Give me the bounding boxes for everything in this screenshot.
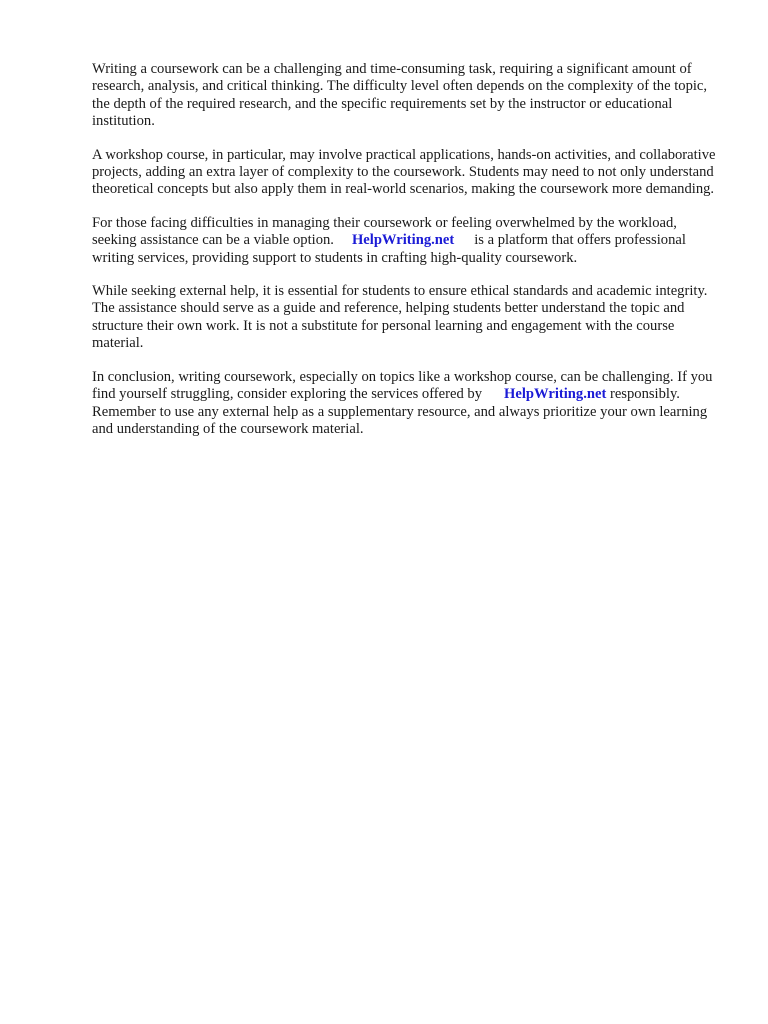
helpwriting-link-2[interactable]: HelpWriting.net bbox=[504, 386, 607, 403]
document-body bbox=[92, 61, 722, 454]
paragraph-assistance-text-2: is a platform that offers professional writing services, providing support to students in crafting high-quality coursework. bbox=[92, 232, 686, 266]
paragraph-conclusion bbox=[92, 369, 722, 439]
paragraph-conclusion-text-2: responsibly. Remember to use any external help as a supplementary resource, and always prioritize your own learning and understanding of the coursework material. bbox=[92, 386, 708, 437]
paragraph-intro: Writing a coursework can be a challenging and time-consuming task, requiring a significant amount of research, analysis, and critical thinking. The difficulty level often depends on the complexity of the topic, the depth of the required research, and the specific requirements set by the instructor or educational institution. bbox=[92, 61, 708, 130]
paragraph-assistance-text-1: For those facing difficulties in managing their coursework or feeling overwhelmed by the workload, seeking assistance can be a viable option. bbox=[92, 214, 677, 249]
paragraph-workshop: A workshop course, in particular, may involve practical applications, hands-on activities, and collaborative projects, adding an extra layer of complexity to the coursework. Students may need to not only understand theoretical concepts but also apply them in real-world scenarios, making the coursework more demanding. bbox=[92, 146, 716, 198]
paragraph-assistance bbox=[92, 215, 722, 267]
paragraph-conclusion-text-1: In conclusion, writing coursework, especially on topics like a workshop course, can be challenging. If you find yourself struggling, consider exploring the services offered by bbox=[92, 368, 713, 403]
helpwriting-link-1[interactable]: HelpWriting.net bbox=[351, 232, 455, 249]
paragraph-integrity: While seeking external help, it is essential for students to ensure ethical standards and academic integrity. The assistance should serve as a guide and reference, helping students better understand the topic and structure their own work. It is not a substitute for personal learning and engagement with the course material. bbox=[92, 283, 708, 352]
